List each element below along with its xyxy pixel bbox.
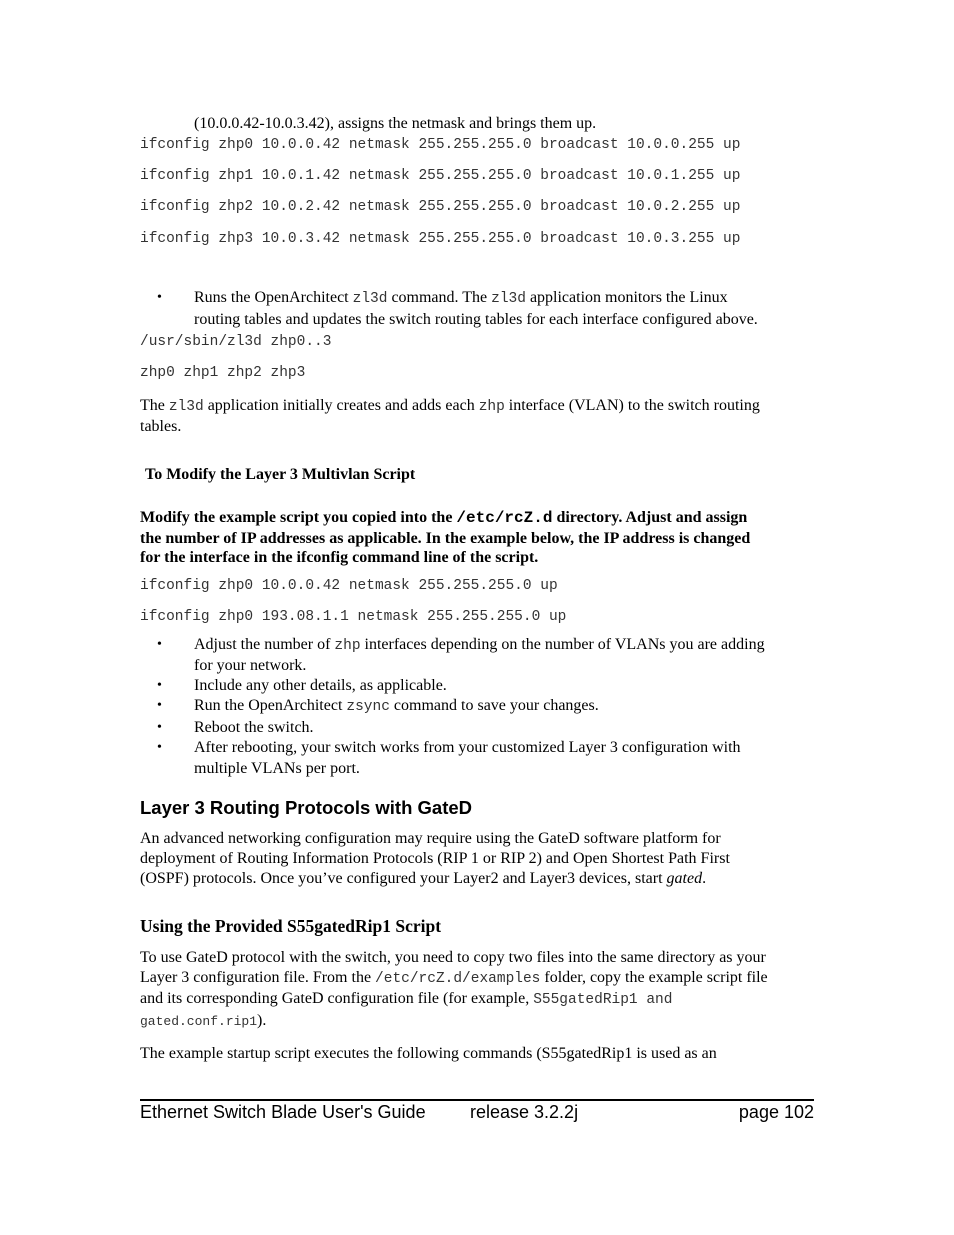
code-conf-file: gated.conf.rip1 (140, 1014, 258, 1029)
zl3d-para-line1 (140, 396, 760, 417)
bullet-marker: • (157, 698, 162, 713)
script-para-line2 (140, 968, 768, 989)
text-run: (OSPF) protocols. Once you’ve configured your Layer2 and Layer3 devices, start (140, 870, 667, 887)
text-run: folder, copy the example script file (540, 969, 768, 986)
bullet-marker: • (157, 678, 162, 693)
gated-para-line3 (140, 869, 706, 889)
code-script-name: S55gatedRip1 and (533, 992, 673, 1008)
text-run: directory. Adjust and assign (552, 509, 748, 526)
startup-para: The example startup script executes the following commands (S55gatedRip1 is used as an (140, 1045, 717, 1062)
script-para-line1: To use GateD protocol with the switch, you need to copy two files into the same directory as your (140, 949, 766, 966)
bullet-details: Include any other details, as applicable. (194, 677, 447, 694)
footer-title: Ethernet Switch Blade User's Guide (140, 1102, 426, 1122)
code-zhp: zhp (334, 638, 361, 654)
bullet-marker: • (157, 637, 162, 652)
modify-para-line2: the number of IP addresses as applicable. In the example below, the IP address is changed (140, 530, 751, 547)
text-run: command. The (387, 289, 492, 306)
emphasis-gated: gated (666, 870, 703, 887)
script-para-line4 (140, 1011, 266, 1032)
modify-example-1: ifconfig zhp0 10.0.0.42 netmask 255.255.255.0 up (140, 578, 558, 594)
text-run: and its corresponding GateD configuration file (for example, (140, 990, 534, 1007)
ifconfig-line: ifconfig zhp1 10.0.1.42 netmask 255.255.255.0 broadcast 10.0.1.255 up (140, 168, 741, 184)
script-subheading: Using the Provided S55gatedRip1 Script (140, 916, 442, 936)
zl3d-interfaces: zhp0 zhp1 zhp2 zhp3 (140, 365, 306, 381)
modify-example-2: ifconfig zhp0 193.08.1.1 netmask 255.255.255.0 up (140, 609, 567, 625)
zl3d-para-line2: tables. (140, 418, 182, 435)
text-run: application monitors the Linux (525, 289, 728, 306)
bullet-after-reboot-line1: After rebooting, your switch works from your customized Layer 3 configuration with (194, 739, 741, 756)
bullet-zhp-line1 (194, 635, 765, 656)
gated-para-line2: deployment of Routing Information Protocols (RIP 1 or RIP 2) and Open Shortest Path First (140, 850, 730, 867)
code-zl3d: zl3d (491, 291, 526, 307)
gated-section-heading: Layer 3 Routing Protocols with GateD (140, 797, 473, 818)
ifconfig-line: ifconfig zhp3 10.0.3.42 netmask 255.255.255.0 broadcast 10.0.3.255 up (140, 231, 741, 247)
text-run: command to save your changes. (389, 697, 599, 714)
code-zl3d: zl3d (168, 399, 204, 415)
code-zhp: zhp (478, 399, 505, 415)
ifconfig-line: ifconfig zhp2 10.0.2.42 netmask 255.255.255.0 broadcast 10.0.2.255 up (140, 199, 741, 215)
code-path: /etc/rcZ.d (456, 509, 553, 527)
bullet-zhp-line2: for your network. (194, 657, 307, 674)
bullet-after-reboot-line2: multiple VLANs per port. (194, 760, 360, 777)
footer-page-number: page 102 (738, 1102, 814, 1122)
modify-para-line3: for the interface in the ifconfig command line of the script. (140, 549, 539, 566)
bullet-marker: • (157, 290, 162, 305)
script-para-line3 (140, 989, 672, 1010)
zl3d-bullet-line2: routing tables and updates the switch routing tables for each interface configured above. (194, 311, 758, 328)
code-examples-path: /etc/rcZ.d/examples (375, 971, 541, 987)
text-run: interface (VLAN) to the switch routing (504, 397, 760, 414)
text-run: ). (257, 1012, 267, 1029)
code-zl3d: zl3d (352, 291, 388, 307)
code-zsync: zsync (346, 699, 390, 715)
zl3d-command: /usr/sbin/zl3d zhp0..3 (140, 334, 332, 350)
modify-para-line1 (140, 508, 747, 528)
text-run: application initially creates and adds each (203, 397, 479, 414)
text-run: Adjust the number of (194, 636, 335, 653)
footer-release: release 3.2.2j (470, 1102, 579, 1122)
text-run: Runs the OpenArchitect (194, 289, 353, 306)
text-run: Modify the example script you copied into the (140, 509, 457, 526)
modify-heading: To Modify the Layer 3 Multivlan Script (145, 466, 416, 483)
text-run: interfaces depending on the number of VLANs you are adding (360, 636, 765, 653)
bullet-reboot: Reboot the switch. (194, 719, 314, 736)
text-run: Run the OpenArchitect (194, 697, 347, 714)
bullet-marker: • (157, 740, 162, 755)
intro-continuation: (10.0.0.42-10.0.3.42), assigns the netmask and brings them up. (194, 115, 597, 132)
gated-para-line1: An advanced networking configuration may require using the GateD software platform for (140, 830, 721, 847)
bullet-marker: • (157, 720, 162, 735)
text-run: Layer 3 configuration file. From the (140, 969, 376, 986)
bullet-zsync (194, 696, 599, 717)
zl3d-bullet-line1 (194, 288, 728, 309)
text-run: . (702, 870, 707, 887)
ifconfig-line: ifconfig zhp0 10.0.0.42 netmask 255.255.255.0 broadcast 10.0.0.255 up (140, 137, 741, 153)
text-run: The (140, 397, 169, 414)
